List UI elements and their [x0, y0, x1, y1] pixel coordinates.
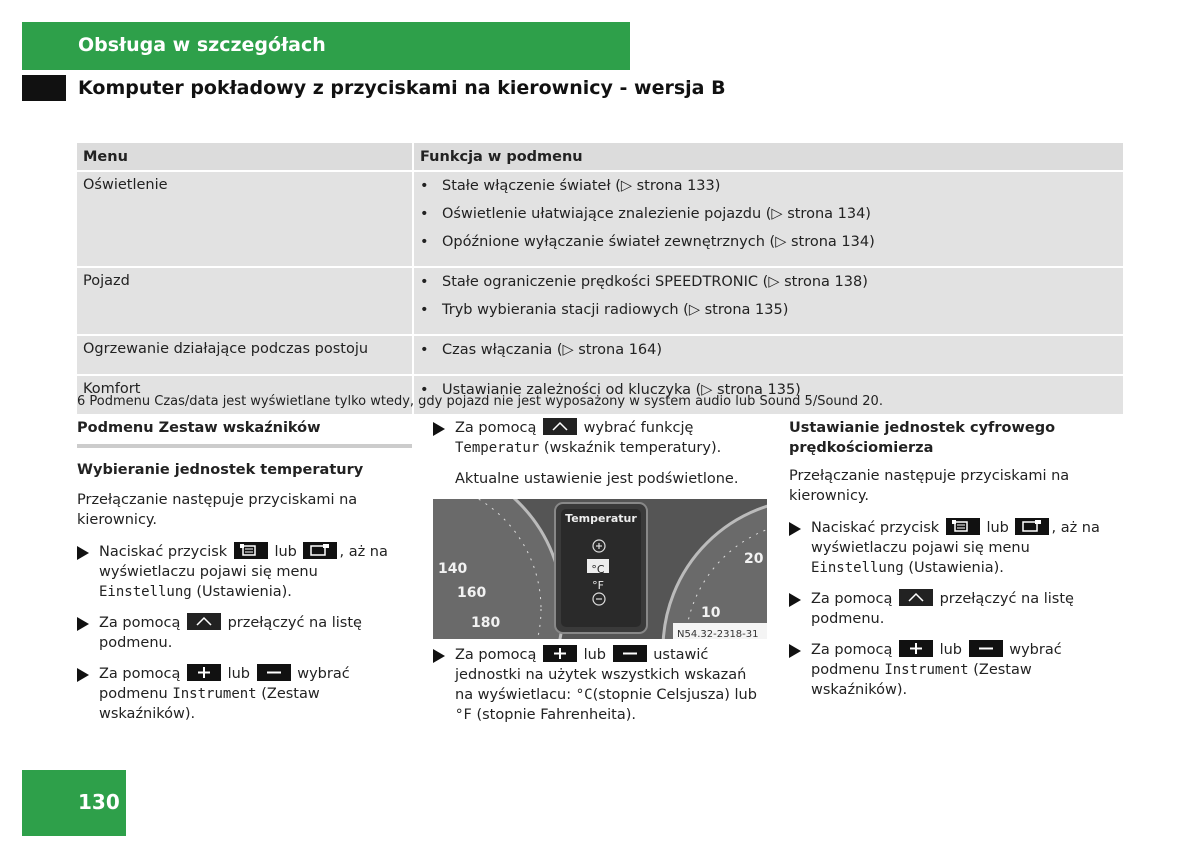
list-item: • Czas włączania (▷ strona 164) [420, 341, 1117, 369]
display-page-forward-icon [1015, 518, 1049, 535]
menu-name: Einstellung [99, 584, 192, 600]
photo-code: N54.32-2318-31 [677, 629, 759, 640]
step-1 [789, 518, 1124, 578]
list-item: • Stałe ograniczenie prędkości SPEEDTRONIC (▷ strona 138) [420, 273, 1117, 301]
arrow-icon [789, 522, 801, 536]
step-text: Naciskać przycisk [99, 544, 228, 560]
step-text: przełączyć na listę podmenu. [99, 615, 362, 651]
gauge-label-20: 20 [744, 551, 764, 567]
table-cell-menu: Komfort [77, 375, 413, 415]
step-3 [77, 664, 412, 724]
section-header [22, 22, 630, 70]
arrow-icon [77, 668, 89, 682]
note-text: Aktualne ustawienie jest podświetlone. [455, 471, 739, 487]
back-key-icon [899, 589, 933, 606]
submenu-table [77, 143, 1123, 416]
table-cell-menu: Ogrzewanie działające podczas postoju [77, 335, 413, 375]
minus-key-icon [969, 640, 1003, 657]
menu-name: Instrument [884, 662, 969, 678]
table-cell-menu: Pojazd [77, 267, 413, 335]
step-text: (stopnie Fahrenheita). [476, 707, 637, 723]
step-text: wybrać podmenu [811, 642, 1062, 678]
minus-key-icon [257, 664, 291, 681]
intro-text: Przełączanie następuje przyciskami na kierownicy. [77, 492, 358, 528]
section-heading: Ustawianie jednostek cyfrowego prędkościomierza [789, 420, 1056, 456]
table-cell-functions [413, 335, 1123, 375]
speed-label-160: 160 [457, 585, 487, 601]
step-text: (Zestaw wskaźników). [99, 686, 320, 722]
step-text: Za pomocą [99, 666, 181, 682]
step-text: Za pomocą [811, 642, 893, 658]
table-header-menu: Menu [77, 143, 413, 171]
page-number-box [22, 770, 126, 836]
step-text: Naciskać przycisk [811, 520, 940, 536]
back-key-icon [543, 418, 577, 435]
display-page-back-icon [234, 542, 268, 559]
list-item: • Stałe włączenie świateł (▷ strona 133) [420, 177, 1117, 205]
section-heading: Podmenu Zestaw wskaźników [77, 420, 321, 436]
step-2 [433, 645, 767, 725]
step-text: (wskaźnik temperatury). [543, 440, 722, 456]
table-cell-functions [413, 171, 1123, 267]
table-row [77, 335, 1123, 375]
column-speedometer-units [789, 418, 1124, 711]
step-text: przełączyć na listę podmenu. [811, 591, 1074, 627]
plus-key-icon [187, 664, 221, 681]
minus-key-icon [613, 645, 647, 662]
display-option-fahrenheit: °F [592, 579, 604, 592]
table-row [77, 171, 1123, 267]
list-item: • Ustawianie zależności od kluczyka (▷ strona 135) [420, 381, 1117, 409]
step-text: lub [939, 642, 963, 658]
unit-celsius: °C [575, 687, 593, 703]
list-item: • Oświetlenie ułatwiające znalezienie pojazdu (▷ strona 134) [420, 205, 1117, 233]
table-header-function: Funkcja w podmenu [413, 143, 1123, 171]
divider [77, 444, 412, 448]
step-text: lub [583, 647, 607, 663]
step-text: wybrać podmenu [99, 666, 350, 702]
table-cell-menu: Oświetlenie [77, 171, 413, 267]
subheading: Wybieranie jednostek temperatury [77, 462, 364, 478]
display-title: Temperatur [565, 512, 637, 525]
step-text: ustawić jednostki na użytek wszystkich wskazań na wyświetlacu: [455, 647, 747, 703]
step-text: wybrać funkcję [583, 420, 694, 436]
step-1 [77, 542, 412, 602]
display-option-celsius: °C [591, 563, 605, 576]
table-header-row [77, 143, 1123, 171]
arrow-icon [77, 546, 89, 560]
step-text: , aż na wyświetlaczu pojawi się menu [811, 520, 1100, 556]
unit-fahrenheit: °F [455, 707, 472, 723]
step-3 [789, 640, 1124, 700]
table-cell-functions [413, 267, 1123, 335]
step-1 [433, 418, 767, 458]
step-text: lub [274, 544, 297, 560]
plus-key-icon [543, 645, 577, 662]
step-text: Za pomocą [455, 647, 537, 663]
footnote: 6 Podmenu Czas/data jest wyświetlane tylko wtedy, gdy pojazd nie jest wyposażony w system audio lub Sound 5/Sound 20. [77, 394, 883, 409]
list-item: • Opóźnione wyłączanie świateł zewnętrznych (▷ strona 134) [420, 233, 1117, 261]
section-title: Obsługa w szczegółach [78, 34, 326, 56]
arrow-icon [789, 644, 801, 658]
step-text: (Ustawienia). [908, 560, 1004, 576]
step-text: lub [227, 666, 251, 682]
column-temperature-select [433, 418, 767, 736]
step-text: , aż na wyświetlaczu pojawi się menu [99, 544, 388, 580]
intro-text: Przełączanie następuje przyciskami na kierownicy. [789, 468, 1070, 504]
table-row [77, 267, 1123, 335]
step-2 [789, 589, 1124, 629]
plus-key-icon [899, 640, 933, 657]
arrow-icon [789, 593, 801, 607]
function-name: Temperatur [455, 440, 540, 456]
display-page-forward-icon [303, 542, 337, 559]
menu-name: Einstellung [811, 560, 904, 576]
page-title: Komputer pokładowy z przyciskami na kierownicy - wersja B [78, 77, 726, 99]
speed-label-180: 180 [471, 615, 501, 631]
instrument-cluster-photo [433, 499, 767, 639]
back-key-icon [187, 613, 221, 630]
arrow-icon [433, 422, 445, 436]
step-text: Za pomocą [811, 591, 893, 607]
title-marker [22, 75, 66, 101]
step-text: (stopnie Celsjusza) lub [592, 687, 757, 703]
gauge-label-10: 10 [701, 605, 721, 621]
list-item: • Tryb wybierania stacji radiowych (▷ strona 135) [420, 301, 1117, 329]
step-text: Za pomocą [99, 615, 181, 631]
step-text: lub [986, 520, 1009, 536]
display-page-back-icon [946, 518, 980, 535]
menu-name: Instrument [172, 686, 257, 702]
column-temperature-units [77, 418, 412, 735]
speed-label-140: 140 [438, 561, 468, 577]
arrow-icon [433, 649, 445, 663]
step-text: (Zestaw wskaźników). [811, 662, 1032, 698]
arrow-icon [77, 617, 89, 631]
step-text: Za pomocą [455, 420, 537, 436]
step-text: (Ustawienia). [196, 584, 292, 600]
page-number: 130 [78, 790, 120, 814]
step-2 [77, 613, 412, 653]
